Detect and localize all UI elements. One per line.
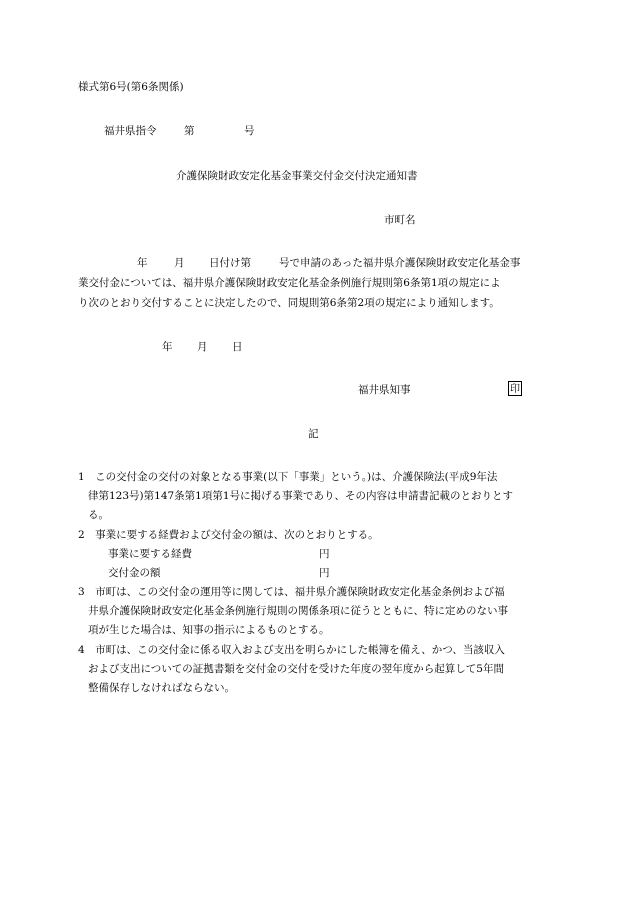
sender: 福井県知事 <box>358 384 411 396</box>
item1-line1: 1 この交付金の交付の対象となる事業(以下「事業」という。)は、介護保険法(平成9年法 <box>78 471 498 483</box>
item1-line2: 律第123号)第147条第1項第1号に掲げる事業であり、その内容は申請書記載のとおりとす <box>88 490 514 502</box>
form-label: 様式第6号(第6条関係) <box>78 81 184 93</box>
item4-line2: および支出についての証拠書類を交付金の交付を受けた年度の翌年度から起算して5年間 <box>88 663 504 675</box>
item4-line1: 4 市町は、この交付金に係る収入および支出を明らかにした帳簿を備え、かつ、当該収入 <box>78 644 505 656</box>
item3-line2: 井県介護保険財政安定化基金条例施行規則の関係条項に従うとともに、特に定めのない事 <box>88 605 508 617</box>
item3-line3: 項が生じた場合は、知事の指示によるものとする。 <box>88 624 330 636</box>
item3-line1: 3 市町は、この交付金の運用等に関しては、福井県介護保険財政安定化基金条例および福 <box>78 586 505 598</box>
item4-line3: 整備保存しなければならない。 <box>88 682 235 694</box>
body-line2: 業交付金については、福井県介護保険財政安定化基金条例施行規則第6条第1項の規定によ <box>78 277 501 289</box>
body-line1-rest: 号で申請のあった福井県介護保険財政安定化基金事 <box>279 257 521 269</box>
body-line3: り次のとおり交付することに決定したので、同規則第6条第2項の規定により通知します。 <box>78 297 500 309</box>
item2-cost-label: 事業に要する経費 <box>108 548 192 560</box>
date-year: 年 <box>162 341 173 353</box>
date-month: 月 <box>197 341 208 353</box>
date-day: 日 <box>232 341 243 353</box>
directive-suffix: 号 <box>244 125 255 137</box>
item2-grant-unit: 円 <box>319 567 330 579</box>
body-month: 月 <box>174 257 185 269</box>
ki-heading: 記 <box>308 428 319 440</box>
body-year: 年 <box>137 257 148 269</box>
item1-line3: る。 <box>88 509 109 521</box>
item2-line1: 2 事業に要する経費および交付金の額は、次のとおりとする。 <box>78 529 379 541</box>
seal-box: 印 <box>508 381 522 396</box>
recipient: 市町名 <box>384 214 416 226</box>
directive-prefix: 福井県指令 <box>104 125 157 137</box>
body-day: 日付け第 <box>209 257 251 269</box>
directive-no: 第 <box>184 125 195 137</box>
document-title: 介護保険財政安定化基金事業交付金交付決定通知書 <box>176 170 418 182</box>
item2-cost-unit: 円 <box>319 548 330 560</box>
item2-grant-label: 交付金の額 <box>108 567 161 579</box>
